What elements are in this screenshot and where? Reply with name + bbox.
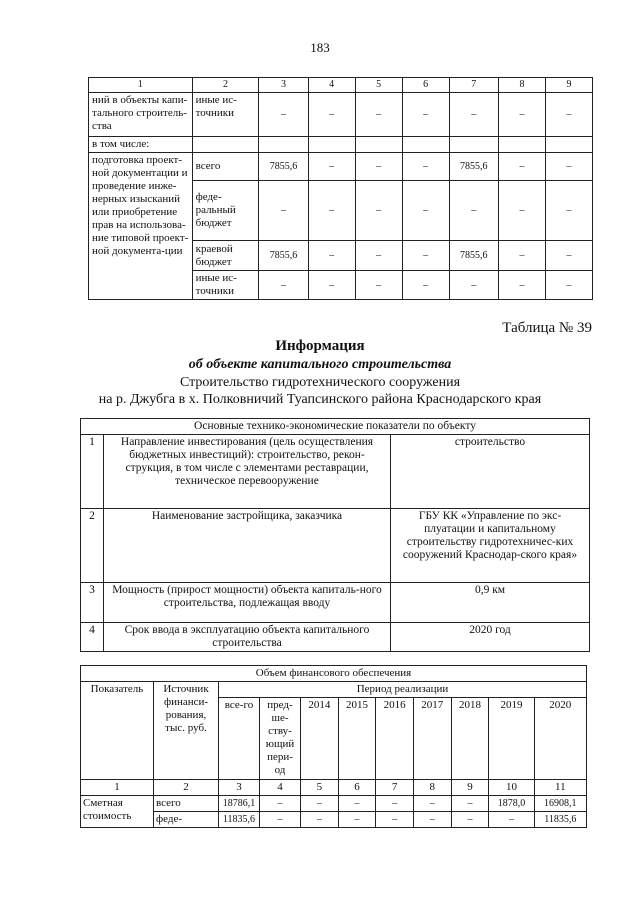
- header-cell: 3: [259, 78, 308, 93]
- value-cell: –: [451, 812, 489, 828]
- column-number: 6: [338, 780, 376, 796]
- table-header-row: [81, 666, 587, 682]
- header-cell: 1: [89, 78, 193, 93]
- row-number: 1: [81, 435, 104, 509]
- value-cell: –: [413, 812, 451, 828]
- prev-period-header: пред-ше-ству-ющий пери-од: [260, 698, 301, 780]
- column-number: 3: [219, 780, 260, 796]
- row-value: 2020 год: [391, 623, 590, 652]
- value-cell: –: [498, 181, 545, 241]
- total-header: все-го: [219, 698, 260, 780]
- object-location: на р. Джубга в х. Полковничий Туапсинского района Краснодарского края: [98, 392, 542, 407]
- value-cell: –: [451, 796, 489, 812]
- value-cell: –: [308, 153, 355, 181]
- header-cell: 4: [308, 78, 355, 93]
- value-cell: –: [308, 93, 355, 137]
- value-cell: –: [355, 153, 402, 181]
- value-cell: –: [376, 812, 414, 828]
- header-cell: 2: [192, 78, 259, 93]
- source-cell: феде-ральный бюджет: [192, 181, 259, 241]
- row-label: Наименование застройщика, заказчика: [104, 509, 391, 583]
- value-cell: 7855,6: [259, 153, 308, 181]
- value-cell: 7855,6: [449, 241, 498, 271]
- table-row: [81, 623, 590, 652]
- value-cell: –: [489, 812, 534, 828]
- value-cell: –: [259, 271, 308, 300]
- value-cell: 11835,6: [534, 812, 586, 828]
- value-cell: –: [449, 93, 498, 137]
- table-row: [81, 796, 587, 812]
- value-cell: 7855,6: [449, 153, 498, 181]
- value-cell: 18786,1: [219, 796, 260, 812]
- row-number: 4: [81, 623, 104, 652]
- section-title: Информация: [275, 338, 365, 354]
- value-cell: –: [545, 271, 592, 300]
- value-cell: –: [355, 181, 402, 241]
- header-cell: 9: [545, 78, 592, 93]
- value-cell: –: [402, 241, 449, 271]
- row-value: ГБУ КК «Управление по экс-плуатации и капитальному строительству гидротехничес-ких сооружений Краснодар-ского края»: [391, 509, 590, 583]
- value-cell: –: [308, 271, 355, 300]
- value-cell: –: [402, 271, 449, 300]
- value-cell: –: [449, 271, 498, 300]
- value-cell: –: [545, 153, 592, 181]
- row-label: в том числе:: [89, 137, 193, 153]
- value-cell: –: [355, 93, 402, 137]
- source-cell: феде-: [154, 812, 219, 828]
- source-cell: краевой бюджет: [192, 241, 259, 271]
- row-label: Срок ввода в эксплуатацию объекта капитального строительства: [104, 623, 391, 652]
- value-cell: –: [402, 93, 449, 137]
- value-cell: –: [402, 153, 449, 181]
- row-label: Направление инвестирования (цель осуществления бюджетных инвестиций): строительство, рекон-струкция, в том числе с элементами реставрации, техническое перевооружение: [104, 435, 391, 509]
- year-header: 2017: [413, 698, 451, 780]
- year-header: 2018: [451, 698, 489, 780]
- value-cell: 11835,6: [219, 812, 260, 828]
- year-header: 2020: [534, 698, 586, 780]
- column-number: 10: [489, 780, 534, 796]
- table-header-row: [81, 419, 590, 435]
- table-number: Таблица № 39: [502, 320, 592, 336]
- row-number: 3: [81, 583, 104, 623]
- source-cell: иные ис-точники: [192, 271, 259, 300]
- value-cell: –: [259, 181, 308, 241]
- source-cell: всего: [154, 796, 219, 812]
- header-cell: 6: [402, 78, 449, 93]
- value-cell: 16908,1: [534, 796, 586, 812]
- table-header-row: [89, 78, 593, 93]
- column-number-row: [81, 780, 587, 796]
- value-cell: –: [338, 796, 376, 812]
- value-cell: –: [545, 241, 592, 271]
- row-number: 2: [81, 509, 104, 583]
- table-row: [81, 812, 587, 828]
- page-number: 183: [310, 40, 330, 55]
- table-header-row: [81, 682, 587, 698]
- value-cell: –: [449, 181, 498, 241]
- year-header: 2019: [489, 698, 534, 780]
- source-cell: иные ис-точники: [192, 93, 259, 137]
- value-cell: –: [545, 181, 592, 241]
- column-number: 8: [413, 780, 451, 796]
- table-continuation: [88, 77, 593, 300]
- row-value: строительство: [391, 435, 590, 509]
- object-name: Строительство гидротехнического сооружения: [179, 375, 461, 390]
- value-cell: 1878,0: [489, 796, 534, 812]
- value-cell: –: [376, 796, 414, 812]
- row-label: Мощность (прирост мощности) объекта капиталь-ного строительства, подлежащая вводу: [104, 583, 391, 623]
- source-cell: всего: [192, 153, 259, 181]
- value-cell: –: [498, 93, 545, 137]
- period-header: Период реализации: [219, 682, 587, 698]
- value-cell: 7855,6: [259, 241, 308, 271]
- value-cell: –: [355, 271, 402, 300]
- header-cell: 8: [498, 78, 545, 93]
- value-cell: –: [259, 93, 308, 137]
- value-cell: –: [355, 241, 402, 271]
- value-cell: –: [301, 796, 339, 812]
- year-header: 2014: [301, 698, 339, 780]
- value-cell: –: [498, 271, 545, 300]
- value-cell: –: [545, 93, 592, 137]
- value-cell: –: [498, 153, 545, 181]
- column-number: 11: [534, 780, 586, 796]
- row-label: Сметная стоимость: [81, 796, 154, 828]
- section-subtitle: об объекте капитального строительства: [188, 357, 452, 372]
- indicators-header: Основные технико-экономические показатели по объекту: [81, 419, 590, 435]
- column-number: 9: [451, 780, 489, 796]
- financing-title: Объем финансового обеспечения: [81, 666, 587, 682]
- group-label: подготовка проект-ной документации и проведение инже-нерных изысканий или приобретение прав на использова-ние типовой проект-ной документа-ции: [89, 153, 193, 300]
- source-header: Источник финанси-рования, тыс. руб.: [154, 682, 219, 780]
- table-row: [89, 153, 593, 181]
- value-cell: –: [402, 181, 449, 241]
- indicator-header: Показатель: [81, 682, 154, 780]
- value-cell: –: [260, 812, 301, 828]
- value-cell: –: [338, 812, 376, 828]
- row-label: ний в объекты капи-тального строитель-ства: [89, 93, 193, 137]
- value-cell: –: [413, 796, 451, 812]
- value-cell: –: [301, 812, 339, 828]
- year-header: 2015: [338, 698, 376, 780]
- row-value: 0,9 км: [391, 583, 590, 623]
- column-number: 5: [301, 780, 339, 796]
- column-number: 7: [376, 780, 414, 796]
- table-row: [89, 137, 593, 153]
- indicators-table: [80, 418, 590, 652]
- table-row: [81, 435, 590, 509]
- header-cell: 7: [449, 78, 498, 93]
- value-cell: –: [308, 241, 355, 271]
- table-row: [89, 93, 593, 137]
- header-cell: 5: [355, 78, 402, 93]
- financing-table: [80, 665, 587, 828]
- value-cell: –: [260, 796, 301, 812]
- year-header: 2016: [376, 698, 414, 780]
- value-cell: –: [308, 181, 355, 241]
- table-row: [81, 509, 590, 583]
- column-number: 4: [260, 780, 301, 796]
- column-number: 1: [81, 780, 154, 796]
- value-cell: –: [498, 241, 545, 271]
- table-row: [81, 583, 590, 623]
- column-number: 2: [154, 780, 219, 796]
